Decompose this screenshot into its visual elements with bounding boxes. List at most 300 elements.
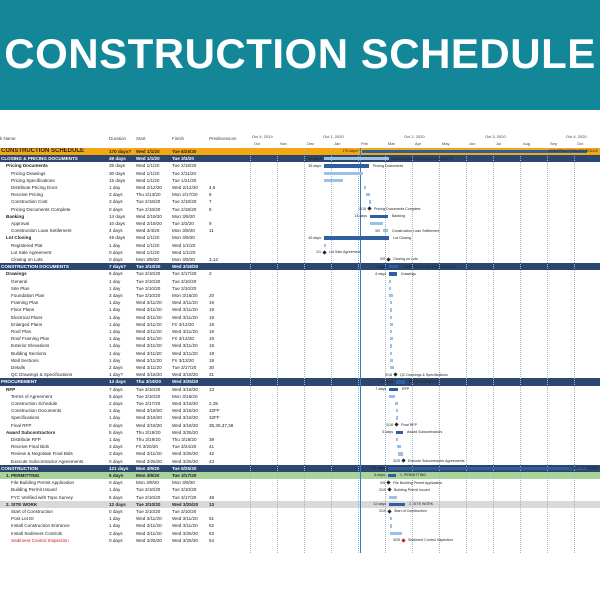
timeline-quarter: Oct 1, 2020 <box>323 134 344 139</box>
task-predecessors: 51 <box>209 516 215 522</box>
task-predecessors: 19 <box>209 321 215 327</box>
task-finish: Wed 3/25/20 <box>172 458 198 464</box>
task-duration: 13 days <box>109 379 126 385</box>
gantt-bar[interactable] <box>324 244 326 247</box>
task-name: General <box>11 278 28 284</box>
milestone-marker <box>387 509 391 513</box>
task-start: Wed 3/11/20 <box>136 451 162 457</box>
task-finish: Mon 3/16/20 <box>172 293 198 298</box>
gantt-bar-duration-label: 3/10 <box>379 509 386 514</box>
task-finish: Tue 3/17/20 <box>172 271 197 277</box>
task-finish: Tue 2/18/20 <box>172 163 197 169</box>
gantt-bar[interactable] <box>388 474 396 477</box>
task-name: Review & Negotiate Final Bids <box>11 451 73 457</box>
task-duration: 170 days? <box>109 149 132 154</box>
task-predecessors: 52 <box>209 523 215 529</box>
task-start: Wed 1/1/20 <box>136 177 160 183</box>
task-predecessors: 4,5 <box>209 185 216 190</box>
gantt-bar-duration-label: 14 days <box>354 214 367 219</box>
task-name: Pricing Specifications <box>11 177 55 183</box>
task-start: Wed 3/11/20 <box>136 307 162 313</box>
gantt-bar[interactable] <box>324 164 369 167</box>
gantt-bar[interactable] <box>389 496 397 499</box>
task-finish: Tue 2/18/20 <box>172 199 197 205</box>
task-start: Wed 3/4/20 <box>136 228 160 234</box>
task-predecessors: 7 <box>209 199 212 205</box>
gantt-bar[interactable] <box>396 409 398 412</box>
gantt-bar-duration-label: 49 days <box>308 235 321 240</box>
gantt-bar[interactable] <box>389 280 391 283</box>
gantt-bar-task-label: 1. PERMITTING <box>400 473 427 478</box>
task-predecessors: 2 <box>209 271 212 277</box>
column-header-duration[interactable]: Duration <box>109 136 127 141</box>
gantt-bar[interactable] <box>390 330 392 333</box>
gantt-bar[interactable] <box>390 352 392 355</box>
task-start: Wed 3/18/20 <box>136 372 162 378</box>
task-predecessors: 19 <box>209 329 215 334</box>
task-start: Wed 1/1/20 <box>136 235 160 241</box>
gantt-bar-duration-label: 3/10 <box>379 487 386 492</box>
gantt-bar-task-label: Execute Subcontractor Agreements <box>408 459 465 463</box>
task-duration: 30 days <box>109 170 126 176</box>
gantt-bar-duration-label: 1/1 <box>316 250 321 255</box>
task-name: Building Permit Issued <box>11 487 57 493</box>
task-duration: 1 day <box>109 415 121 421</box>
task-predecessors: 30 <box>209 365 215 370</box>
task-name: Details <box>11 365 26 370</box>
task-start: Tue 2/18/20 <box>136 199 161 205</box>
task-finish: Thu 3/19/20 <box>172 437 197 442</box>
gantt-bar[interactable] <box>396 380 405 383</box>
task-name: Award Subcontractors <box>6 429 56 435</box>
gantt-bar-duration-label: 7 days <box>375 387 386 391</box>
task-name: Receive Final Bids <box>11 444 50 450</box>
task-duration: 1 day <box>109 487 121 493</box>
task-name: Wall Sections <box>11 357 39 363</box>
task-duration: 3 days <box>109 293 123 298</box>
gantt-bar[interactable] <box>324 157 389 160</box>
task-finish: Wed 3/25/20 <box>172 530 198 536</box>
task-start: Tue 3/10/20 <box>136 293 161 298</box>
gantt-bar[interactable] <box>324 179 343 182</box>
gantt-bar-task-label: Pricing Documents Complete <box>374 207 421 211</box>
task-finish: Wed 3/25/20 <box>172 501 199 507</box>
column-header-start[interactable]: Start <box>136 136 146 141</box>
task-start: Wed 3/11/20 <box>136 357 162 363</box>
column-header-name[interactable]: k Name <box>0 136 16 141</box>
gantt-bar[interactable] <box>370 215 388 218</box>
task-name: Closing on Lots <box>11 257 43 262</box>
task-finish: Tue 2/18/20 <box>172 206 197 212</box>
task-finish: Fri 3/13/20 <box>172 336 194 342</box>
task-duration: 0 days <box>109 537 123 543</box>
task-finish: Wed 3/18/20 <box>172 422 198 428</box>
gantt-bar[interactable] <box>395 402 398 405</box>
task-start: Fri 3/20/20 <box>136 444 158 450</box>
month-gridline <box>304 148 305 553</box>
task-duration: 0 days <box>109 422 123 428</box>
gantt-bar-duration-label: 170 days? <box>342 149 359 154</box>
task-duration: 0 days <box>109 206 123 212</box>
gantt-bar[interactable] <box>370 222 383 225</box>
task-finish: Mon 3/9/20 <box>172 257 195 262</box>
task-name: Foundation Plan <box>11 293 45 298</box>
gantt-bar[interactable] <box>390 532 402 535</box>
gantt-bar-duration-label: 3/25 <box>393 538 400 543</box>
task-predecessors: 2,35 <box>209 401 218 406</box>
task-start: Wed 1/1/20 <box>136 170 160 176</box>
gantt-bar-duration-label: 3/9 <box>375 228 380 233</box>
task-finish: Wed 3/18/20 <box>172 372 198 378</box>
task-finish: Wed 1/1/20 <box>172 249 196 255</box>
gantt-bar-task-label: Lot Sale Agreement <box>329 250 361 255</box>
gantt-bar[interactable] <box>390 366 394 369</box>
task-start: Thu 3/19/20 <box>136 429 161 435</box>
milestone-marker <box>394 423 398 427</box>
task-duration: 1 day <box>109 350 121 356</box>
task-predecessors: 19 <box>209 350 215 356</box>
task-duration: 12 days <box>109 501 126 507</box>
timeline-quarter: Oct 3, 2020 <box>485 134 506 139</box>
timeline-quarter: Oct 4, 2020 <box>566 134 587 139</box>
gantt-bar[interactable] <box>390 359 393 362</box>
task-duration: 5 days <box>109 494 123 500</box>
milestone-marker <box>393 372 397 376</box>
task-finish: Tue 3/24/20 <box>172 444 197 450</box>
task-start: Wed 3/18/20 <box>136 415 162 421</box>
task-predecessors: 54 <box>209 537 215 543</box>
task-predecessors: 19 <box>209 314 215 320</box>
task-start: Tue 3/10/20 <box>136 509 161 514</box>
task-duration: 1 day <box>109 357 121 363</box>
gantt-bar[interactable] <box>396 416 398 419</box>
timeline-month: Nov <box>280 141 288 146</box>
task-finish: Wed 3/25/20 <box>172 451 198 457</box>
task-name: CONSTRUCTION <box>1 465 39 471</box>
task-predecessors: 19 <box>209 307 215 313</box>
gantt-bar[interactable] <box>396 431 403 434</box>
gantt-bar[interactable] <box>390 308 392 311</box>
task-finish: Wed 3/18/20 <box>172 408 198 414</box>
task-start: Tue 3/10/20 <box>136 487 161 493</box>
task-start: Wed 3/18/20 <box>136 408 162 414</box>
gantt-bar[interactable] <box>389 287 391 290</box>
milestone-marker <box>401 538 405 542</box>
gantt-bar[interactable] <box>389 388 398 391</box>
task-duration: 1 day <box>109 242 121 248</box>
task-duration: 4 days <box>109 228 123 234</box>
task-predecessors: 48 <box>209 494 215 500</box>
gantt-bar[interactable] <box>364 186 366 189</box>
month-gridline <box>547 148 548 553</box>
task-start: Tue 3/10/20 <box>136 285 161 291</box>
task-start: Wed 2/19/20 <box>136 221 162 226</box>
task-start: Mon 3/9/20 <box>136 480 159 486</box>
task-name: 1. PERMITTING <box>6 473 40 478</box>
task-predecessors: 11 <box>209 228 214 234</box>
task-finish: Mon 3/9/20 <box>172 480 195 486</box>
task-start: Tue 3/10/20 <box>136 271 161 277</box>
gantt-bar-task-label: CONSTRUCTION SCHEDULE <box>548 149 598 154</box>
task-start: Tue 3/10/20 <box>136 386 161 392</box>
gantt-bar[interactable] <box>389 503 405 506</box>
task-duration: 7 days <box>109 386 123 392</box>
task-duration: 1 day <box>109 307 121 313</box>
task-duration: 1 day <box>109 329 121 334</box>
task-start: Wed 1/1/20 <box>136 163 160 169</box>
task-name: 2. SITE WORK <box>6 501 38 507</box>
gantt-bar-task-label: Sediment Control Inspection <box>408 538 454 543</box>
task-predecessors: 19 <box>209 343 215 349</box>
gantt-bar[interactable] <box>389 294 393 297</box>
gantt-bar-task-label: PROCUREMENT <box>409 379 438 384</box>
gantt-bar[interactable] <box>390 517 392 520</box>
gantt-bar[interactable] <box>390 301 392 304</box>
task-finish: Tue 3/10/20 <box>172 509 197 514</box>
task-name: Distribute RFP <box>11 437 41 442</box>
task-duration: 1 day? <box>109 372 123 378</box>
task-duration: 1 day <box>109 278 121 284</box>
gantt-bar-task-label: Pricing Documents <box>373 163 404 168</box>
task-name: Start of Construction <box>11 509 53 514</box>
gantt-bar-task-label: CONSTRUCTION <box>569 466 598 471</box>
task-finish: Tue 3/3/20 <box>172 156 194 162</box>
task-duration: 2 days <box>109 365 123 370</box>
gantt-bar[interactable] <box>324 172 363 175</box>
column-header-finish[interactable]: Finish <box>172 136 185 141</box>
task-start: Wed 1/1/20 <box>136 149 160 154</box>
month-gridline <box>574 148 575 553</box>
month-gridline <box>466 148 467 553</box>
task-predecessors: 8 <box>209 206 212 212</box>
task-start: Wed 3/11/20 <box>136 530 162 536</box>
gantt-bar[interactable] <box>390 323 393 326</box>
task-finish: Wed 3/11/20 <box>172 314 198 320</box>
task-start: Wed 3/11/20 <box>136 321 162 327</box>
task-start: Thu 3/19/20 <box>136 437 161 442</box>
timeline-month: Feb <box>361 141 368 146</box>
task-start: Wed 3/11/20 <box>136 343 162 349</box>
task-duration: 1 day <box>109 300 121 306</box>
timeline-quarter: Oct 4, 2019 <box>252 134 273 139</box>
task-finish: Tue 2/11/20 <box>172 170 197 176</box>
gantt-bar[interactable] <box>366 193 370 196</box>
task-name: Framing Plan <box>11 300 39 306</box>
task-name: Distribute Pricing Docs <box>11 185 58 190</box>
gantt-bar-duration-label: 13 days <box>380 379 393 384</box>
timeline-month: Jan <box>334 141 341 146</box>
task-name: Electrical Plans <box>11 314 43 320</box>
month-gridline <box>493 148 494 553</box>
task-finish: Mon 3/16/20 <box>172 393 198 399</box>
task-finish: Wed 2/12/20 <box>172 185 198 190</box>
gantt-chart <box>250 148 600 553</box>
task-duration: 1 day <box>109 523 121 529</box>
task-predecessors: 13 <box>209 501 215 507</box>
task-name: Site Plan <box>11 285 30 291</box>
task-finish: Mon 3/9/20 <box>172 213 195 219</box>
task-name: Post Lot ID <box>11 516 34 522</box>
task-name: File Building Permit Application <box>11 480 75 486</box>
task-name: Enlarged Plans <box>11 321 43 327</box>
task-duration: 1 day <box>109 314 121 320</box>
task-name: Banking <box>6 213 25 219</box>
task-finish: Tue 3/10/20 <box>172 487 197 493</box>
timeline-month: Apr <box>415 141 422 146</box>
task-predecessors: 35,36,37,38 <box>209 422 234 428</box>
timeline-month: Sep <box>550 141 558 146</box>
gantt-bar-duration-label: 7 days <box>375 264 386 269</box>
gantt-bar[interactable] <box>390 316 392 319</box>
task-predecessors: 32FF <box>209 415 220 421</box>
gantt-bar[interactable] <box>398 452 403 455</box>
gantt-bar[interactable] <box>389 265 398 268</box>
task-duration: 0 days <box>109 509 123 514</box>
task-name: QC Drawings & Specifications <box>11 372 73 378</box>
task-name: Drawings <box>6 271 27 277</box>
task-duration: 3 days <box>109 192 123 198</box>
task-name: Registered Plat <box>11 242 43 248</box>
gantt-bar[interactable] <box>383 229 388 232</box>
task-predecessors: 19 <box>209 300 215 306</box>
column-header-predecessors[interactable]: Predecessors <box>209 136 237 141</box>
task-finish: Wed 3/11/20 <box>172 516 198 522</box>
gantt-bar[interactable] <box>389 395 395 398</box>
gantt-bar-duration-label: 3/9 <box>380 257 385 262</box>
gantt-bar-task-label: Start of Construction <box>394 509 427 514</box>
task-finish: Wed 3/25/20 <box>172 379 199 385</box>
task-predecessors: 43 <box>209 458 215 464</box>
timeline-month: Aug <box>523 141 531 146</box>
schedule-sheet <box>0 134 600 554</box>
month-gridline <box>439 148 440 553</box>
task-start: Wed 3/25/20 <box>136 537 162 543</box>
task-name: Lot Sale Agreement <box>11 249 52 255</box>
task-name: Terms of Agreement <box>11 393 53 399</box>
gantt-bar[interactable] <box>390 524 392 527</box>
gantt-bar-task-label: Closing on Lots <box>393 257 418 262</box>
gantt-bar-duration-label: 6 days <box>374 473 385 478</box>
task-start: Wed 1/1/20 <box>136 156 160 162</box>
title-banner <box>0 0 600 110</box>
task-predecessors: 42 <box>209 451 215 457</box>
task-predecessors: 20 <box>209 293 215 298</box>
gantt-bar[interactable] <box>388 467 587 470</box>
task-name: Construction Documents <box>11 408 62 414</box>
gantt-bar-task-label: RFP <box>402 387 410 391</box>
task-start: Wed 3/18/20 <box>136 422 162 428</box>
gantt-bar-duration-label: 5 days <box>382 430 393 435</box>
column-header-row <box>0 134 600 148</box>
task-name: Building Sections <box>11 350 47 356</box>
task-duration: 1 day <box>109 516 121 522</box>
task-duration: 49 days <box>109 235 126 241</box>
task-duration: 15 days <box>109 177 126 183</box>
task-duration: 6 days <box>109 271 123 277</box>
task-name: Pricing Drawings <box>11 170 46 176</box>
task-name: Install Construction Entrance <box>11 523 70 529</box>
task-duration: 0 days <box>109 257 123 262</box>
task-predecessors: 32FF <box>209 408 220 414</box>
task-start: Tue 3/10/20 <box>136 501 161 507</box>
task-duration: 3 days <box>109 451 123 457</box>
task-finish: Tue 3/17/20 <box>172 365 197 370</box>
task-finish: Mon 3/9/20 <box>172 235 195 241</box>
gantt-bar-duration-label: 2/18 <box>359 207 366 211</box>
gantt-bar[interactable] <box>397 445 401 448</box>
gantt-bar-task-label: 2. SITE WORK <box>409 502 434 507</box>
task-name: Construction Loan Settlement <box>11 228 72 234</box>
task-name: Final RFP <box>11 422 32 428</box>
task-predecessors: 19 <box>209 336 215 342</box>
task-start: Wed 3/11/20 <box>136 516 162 522</box>
task-start: Wed 3/11/20 <box>136 336 162 342</box>
task-predecessors: 53 <box>209 530 215 536</box>
gantt-bar[interactable] <box>324 236 389 239</box>
task-start: Mon 3/9/20 <box>136 465 160 471</box>
task-duration: 1 day <box>109 285 121 291</box>
task-start: Wed 3/11/20 <box>136 350 162 356</box>
gantt-bar[interactable] <box>390 344 392 347</box>
task-finish: Mon 2/17/20 <box>172 192 198 198</box>
task-name: PROCUREMENT <box>1 379 37 385</box>
gantt-bar-task-label: Award Subcontractors <box>407 430 443 435</box>
task-predecessors: 9 <box>209 221 212 226</box>
task-duration: 1 day <box>109 336 121 342</box>
task-duration: 1 day <box>109 185 121 190</box>
gantt-bar-task-label: Building Permit Issued <box>394 487 430 492</box>
task-start: Wed 2/12/20 <box>136 185 162 190</box>
gantt-bar[interactable] <box>389 272 397 275</box>
task-duration: 0 days <box>109 480 123 486</box>
task-finish: Wed 3/11/20 <box>172 523 198 529</box>
task-finish: Wed 3/11/20 <box>172 300 198 306</box>
banner-title: CONSTRUCTION SCHEDULE <box>4 30 596 77</box>
task-duration: 1 day <box>109 437 121 442</box>
task-duration: 2 days <box>109 401 123 406</box>
task-start: Tue 3/10/20 <box>136 278 161 284</box>
gantt-bar-task-label: Lot Closing <box>393 235 411 240</box>
task-name: Approval <box>11 221 30 226</box>
task-finish: Wed 3/11/20 <box>172 343 198 349</box>
task-start: Tue 3/17/20 <box>136 401 161 406</box>
task-name: Construction Cost <box>11 199 48 205</box>
task-duration: 0 days <box>109 249 123 255</box>
task-name: Roof Framing Plan <box>11 336 50 342</box>
timeline-month: Jun <box>469 141 476 146</box>
gantt-bar[interactable] <box>396 438 398 441</box>
task-finish: Tue 3/3/20 <box>172 221 194 226</box>
task-predecessors: 3,12 <box>209 257 218 262</box>
task-predecessors: 39 <box>209 437 215 442</box>
task-finish: Wed 3/18/20 <box>172 386 198 392</box>
gantt-bar-task-label: Drawings <box>401 271 416 276</box>
task-name: CLOSING & PRICING DOCUMENTS <box>1 156 78 162</box>
task-start: Wed 3/25/20 <box>136 458 162 464</box>
task-start: Mon 3/9/20 <box>136 257 159 262</box>
task-name: Sediment Control Inspection <box>11 537 69 543</box>
gantt-bar[interactable] <box>369 200 371 203</box>
task-finish: Wed 3/11/20 <box>172 350 198 356</box>
gantt-bar[interactable] <box>390 337 393 340</box>
gantt-bar-duration-label: 12 days <box>373 502 386 507</box>
task-finish: Wed 3/25/20 <box>172 537 198 543</box>
month-gridline <box>331 148 332 553</box>
task-finish: Tue 3/17/20 <box>172 494 197 500</box>
milestone-marker <box>386 480 390 484</box>
task-name: Exterior Elevations <box>11 343 50 349</box>
task-duration: 5 days <box>109 393 123 399</box>
